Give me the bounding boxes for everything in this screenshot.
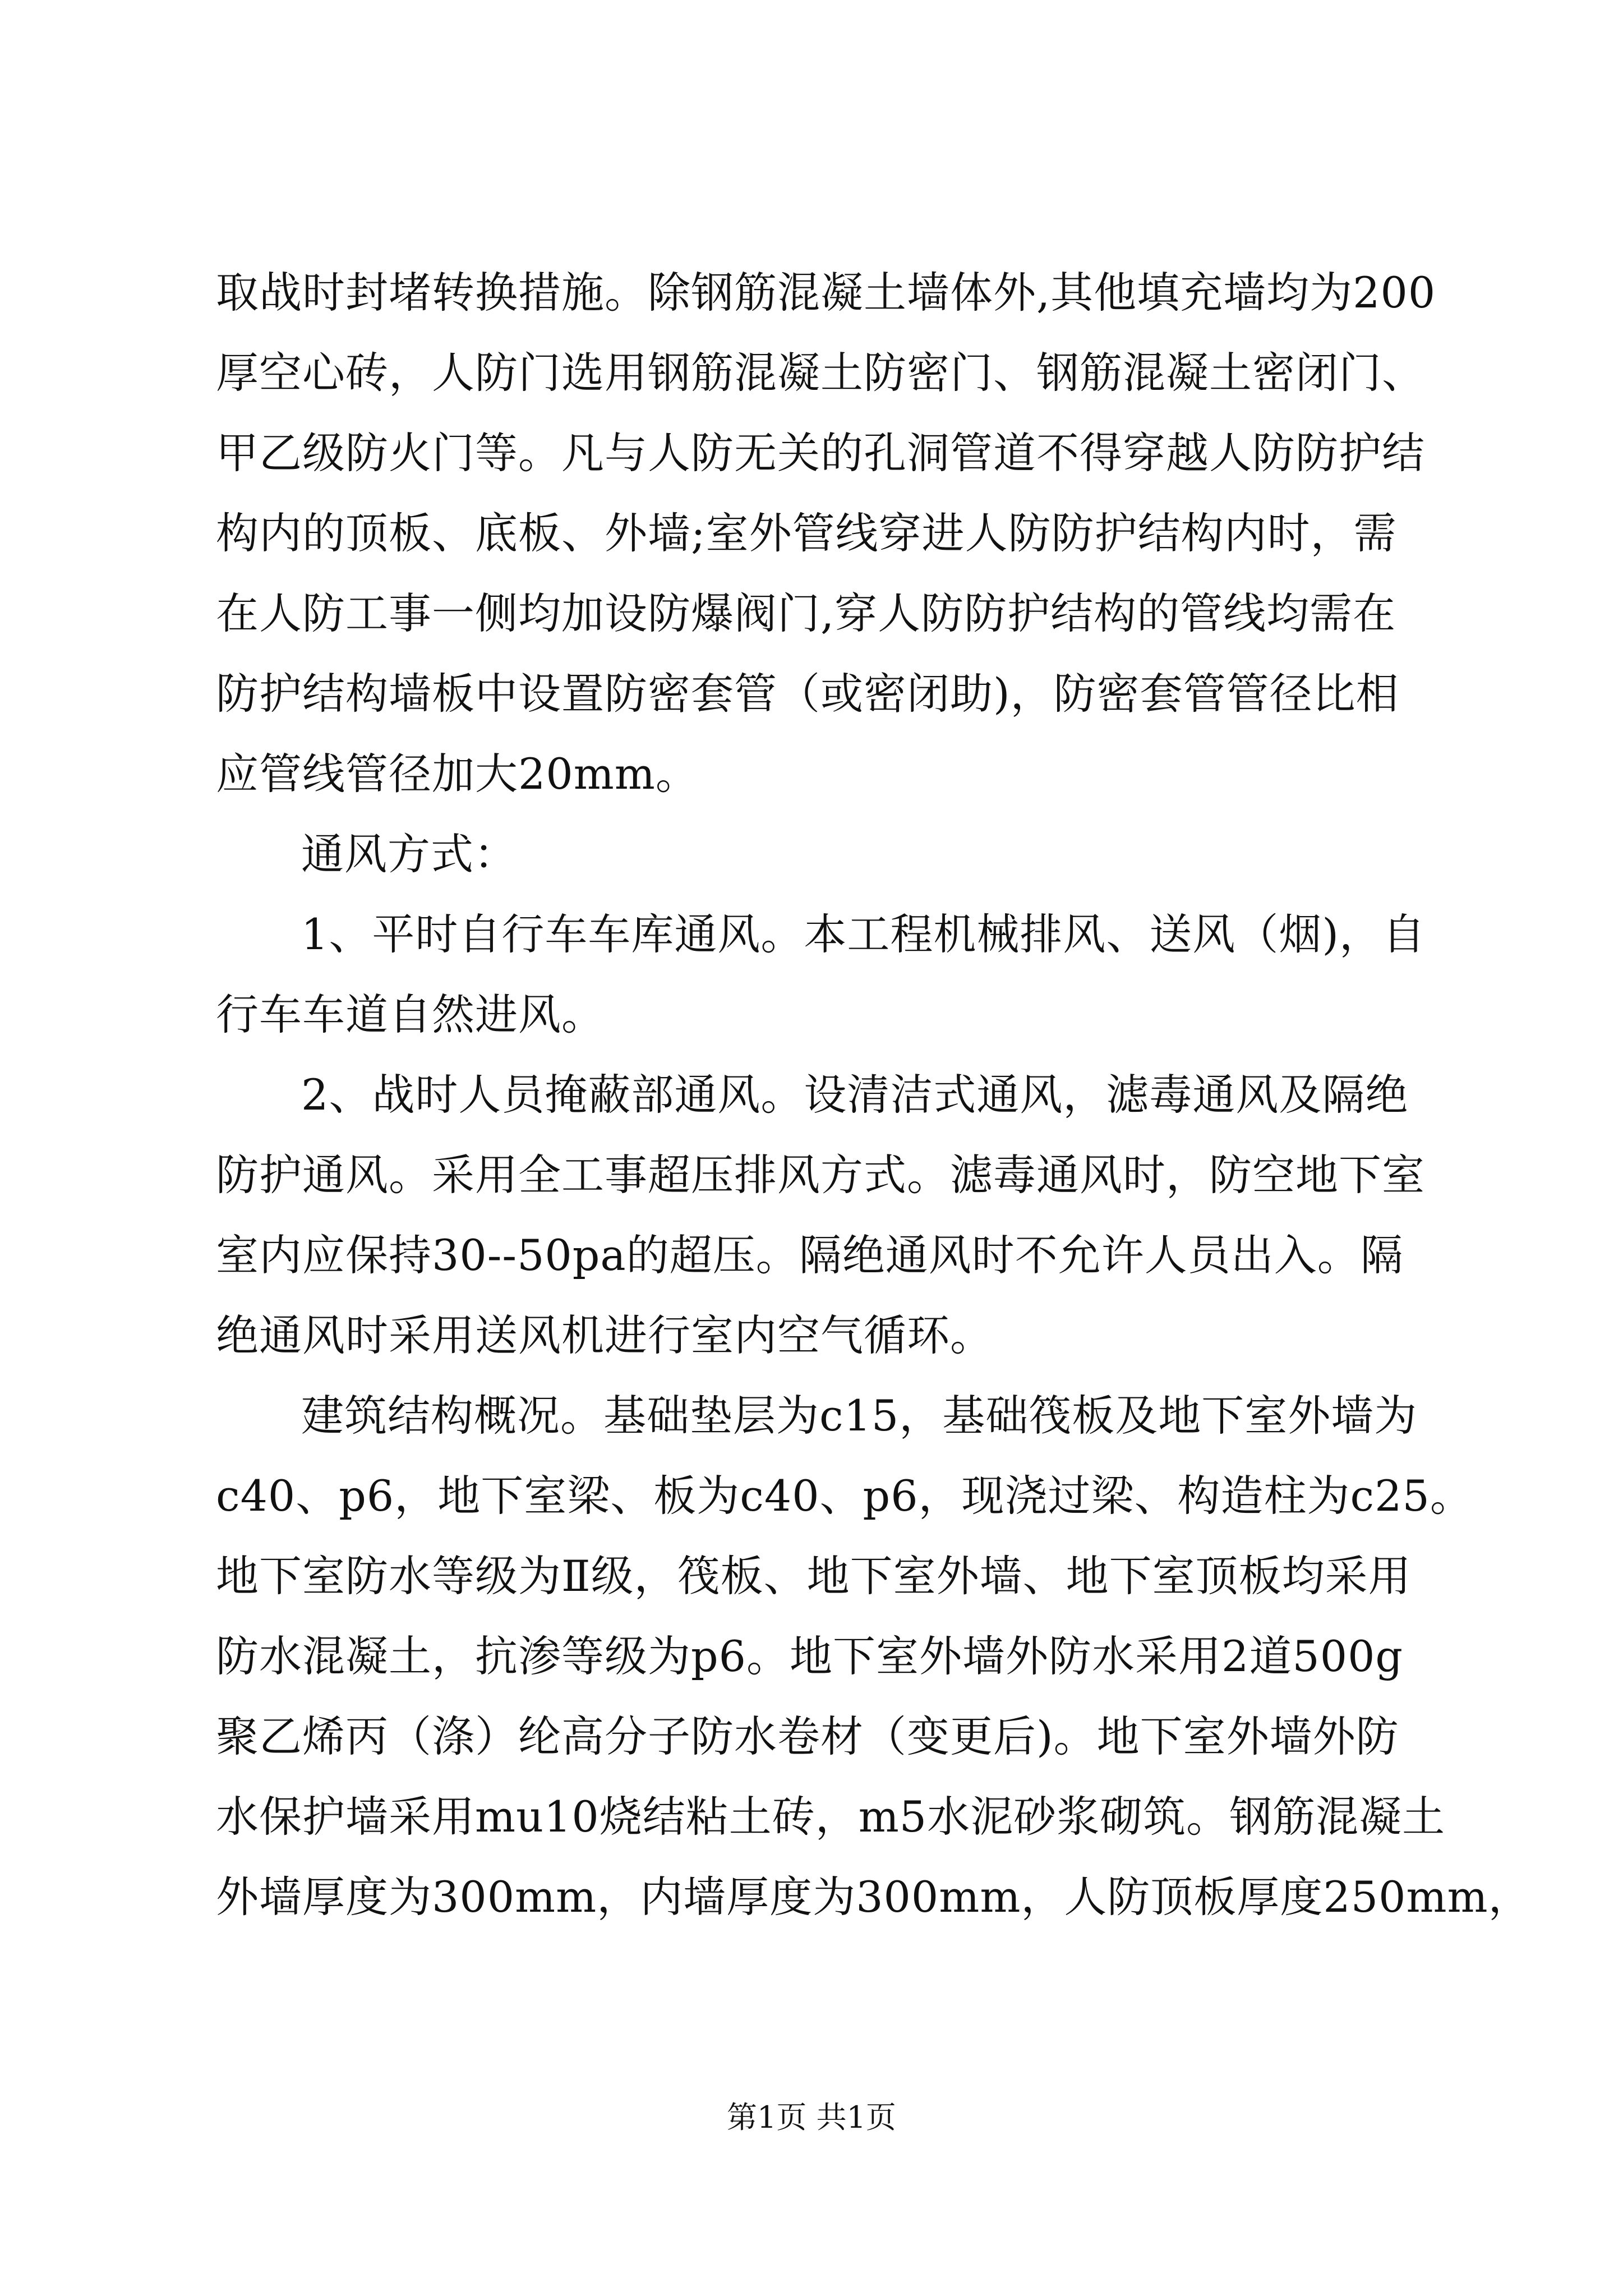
paragraph-line: 在人防工事一侧均加设防爆阀门,穿人防防护结构的管线均需在 [216,588,1396,638]
paragraph-line: 甲乙级防火门等。凡与人防无关的孔洞管道不得穿越人防防护结 [216,428,1425,478]
page-number-footer: 第1页 共1页 [727,2100,896,2135]
paragraph-line: 绝通风时采用送风机进行室内空气循环。 [216,1310,993,1360]
paragraph-line: 应管线管径加大20mm。 [216,749,699,799]
paragraph-line: 地下室防水等级为Ⅱ级，筏板、地下室外墙、地下室顶板均采用 [216,1551,1412,1601]
paragraph-line: c40、p6，地下室梁、板为c40、p6，现浇过梁、构造柱为c25。 [216,1471,1473,1521]
paragraph-line: 2、战时人员掩蔽部通风。设清洁式通风，滤毒通风及隔绝 [301,1070,1409,1120]
paragraph-line: 构内的顶板、底板、外墙;室外管线穿进人防防护结构内时，需 [216,508,1397,558]
paragraph-line: 取战时封堵转换措施。除钢筋混凝土墙体外,其他填充墙均为200 [216,268,1436,318]
paragraph-line: 防水混凝土，抗渗等级为p6。地下室外墙外防水采用2道500g [216,1631,1404,1681]
paragraph-line: 建筑结构概况。基础垫层为c15，基础筏板及地下室外墙为 [301,1391,1418,1441]
paragraph-line: 厚空心砖，人防门选用钢筋混凝土防密门、钢筋混凝土密闭门、 [216,348,1425,398]
paragraph-line: 行车车道自然进风。 [216,990,605,1039]
section-heading: 通风方式： [301,829,517,879]
paragraph-line: 水保护墙采用mu10烧结粘土砖，m5水泥砂浆砌筑。钢筋混凝土 [216,1792,1446,1842]
paragraph-line: 聚乙烯丙（涤）纶高分子防水卷材（变更后)。地下室外墙外防 [216,1711,1399,1761]
paragraph-line: 防护通风。采用全工事超压排风方式。滤毒通风时，防空地下室 [216,1150,1425,1200]
paragraph-line: 外墙厚度为300mm，内墙厚度为300mm，人防顶板厚度250mm， [216,1872,1532,1922]
paragraph-line: 室内应保持30--50pa的超压。隔绝通风时不允许人员出入。隔 [216,1230,1404,1280]
paragraph-line: 1、平时自行车车库通风。本工程机械排风、送风（烟)，自 [301,909,1426,959]
paragraph-line: 防护结构墙板中设置防密套管（或密闭助)，防密套管管径比相 [216,669,1399,719]
